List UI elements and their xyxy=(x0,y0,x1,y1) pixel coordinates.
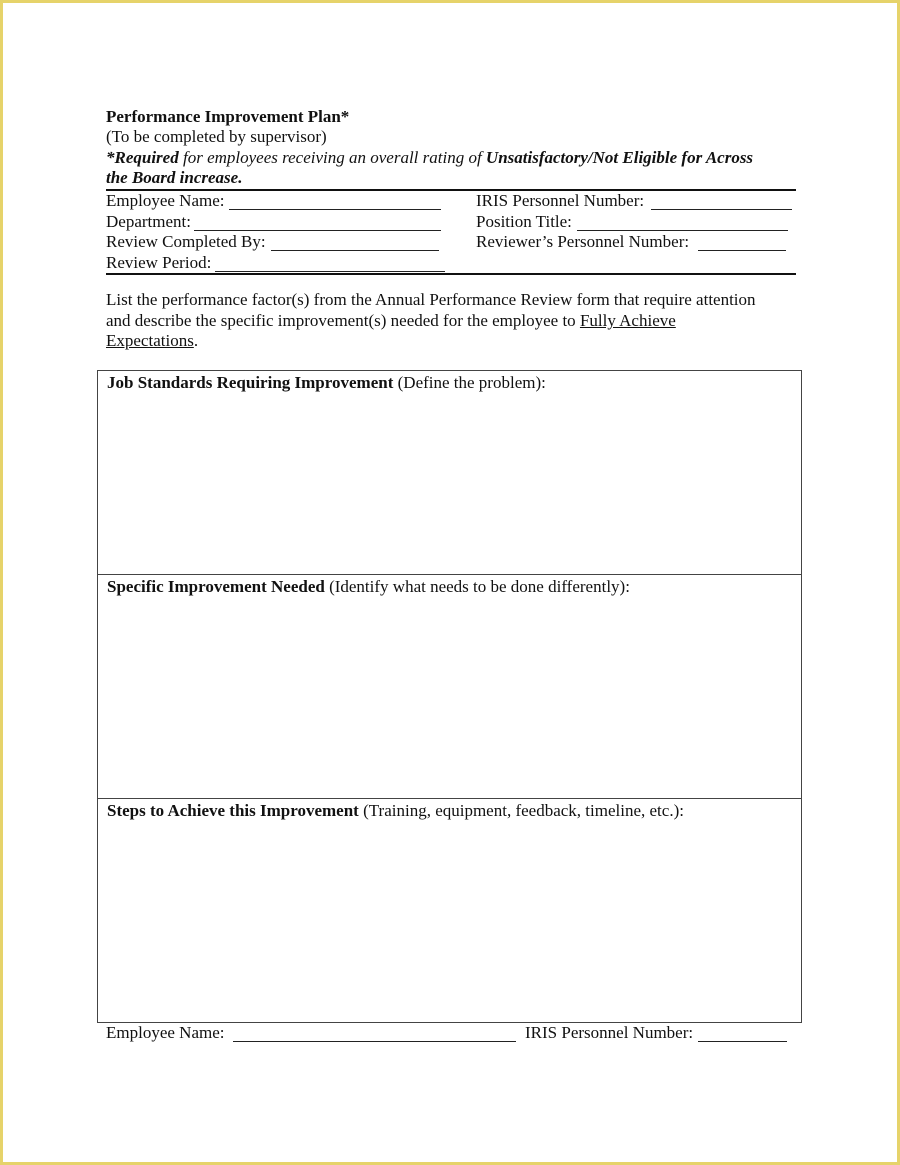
form-title: Performance Improvement Plan* xyxy=(106,107,350,126)
review-completed-by-field[interactable] xyxy=(271,250,439,251)
review-completed-by-label: Review Completed By: xyxy=(106,232,266,251)
job-standards-label xyxy=(107,373,546,393)
header-bottom-rule xyxy=(106,273,796,275)
form-subtitle: (To be completed by supervisor) xyxy=(106,127,327,146)
instructions-line2 xyxy=(106,311,676,331)
department-label: Department: xyxy=(106,212,191,231)
required-note xyxy=(106,148,753,168)
footer-iris-personnel-number-label: IRIS Personnel Number: xyxy=(525,1023,694,1042)
specific-improvement-label xyxy=(107,577,630,597)
footer-employee-name-label: Employee Name: xyxy=(106,1023,225,1042)
job-standards-hint: (Define the problem): xyxy=(393,373,546,392)
required-note-middle: for employees receiving an overall rating of xyxy=(178,148,486,167)
fully-achieve-text: Fully Achieve xyxy=(579,311,676,330)
reviewer-personnel-number-label: Reviewer’s Personnel Number: xyxy=(476,232,690,251)
steps-to-achieve-heading: Steps to Achieve this Improvement xyxy=(107,801,359,820)
review-period-field[interactable] xyxy=(215,271,445,272)
instructions-line2-text: and describe the specific improvement(s) needed for the employee to xyxy=(106,311,580,330)
instructions-line3-suffix: . xyxy=(193,331,199,350)
employee-name-label: Employee Name: xyxy=(106,191,225,210)
required-note-line2: the Board increase. xyxy=(106,168,243,187)
employee-name-field[interactable] xyxy=(229,209,441,210)
footer-employee-name-field[interactable] xyxy=(233,1041,516,1042)
specific-improvement-hint: (Identify what needs to be done differently): xyxy=(324,577,630,596)
position-title-field[interactable] xyxy=(577,230,788,231)
iris-personnel-number-field[interactable] xyxy=(651,209,792,210)
reviewer-personnel-number-field[interactable] xyxy=(698,250,786,251)
job-standards-heading: Job Standards Requiring Improvement xyxy=(107,373,394,392)
steps-to-achieve-label xyxy=(107,801,684,821)
steps-to-achieve-box[interactable] xyxy=(97,798,802,1023)
instructions-line1: List the performance factor(s) from the Annual Performance Review form that require attention xyxy=(106,290,756,309)
required-note-lead: *Required xyxy=(106,148,179,167)
job-standards-box[interactable] xyxy=(97,370,802,575)
specific-improvement-heading: Specific Improvement Needed xyxy=(107,577,325,596)
required-note-emph: Unsatisfactory/Not Eligible for Across xyxy=(485,148,754,167)
department-field[interactable] xyxy=(194,230,441,231)
position-title-label: Position Title: xyxy=(476,212,572,231)
footer-iris-personnel-number-field[interactable] xyxy=(698,1041,787,1042)
review-period-label: Review Period: xyxy=(106,253,212,272)
instructions-line3 xyxy=(106,331,198,351)
steps-to-achieve-hint: (Training, equipment, feedback, timeline, etc.): xyxy=(358,801,684,820)
specific-improvement-box[interactable] xyxy=(97,574,802,799)
expectations-text: Expectations xyxy=(106,331,194,350)
iris-personnel-number-label: IRIS Personnel Number: xyxy=(476,191,645,210)
